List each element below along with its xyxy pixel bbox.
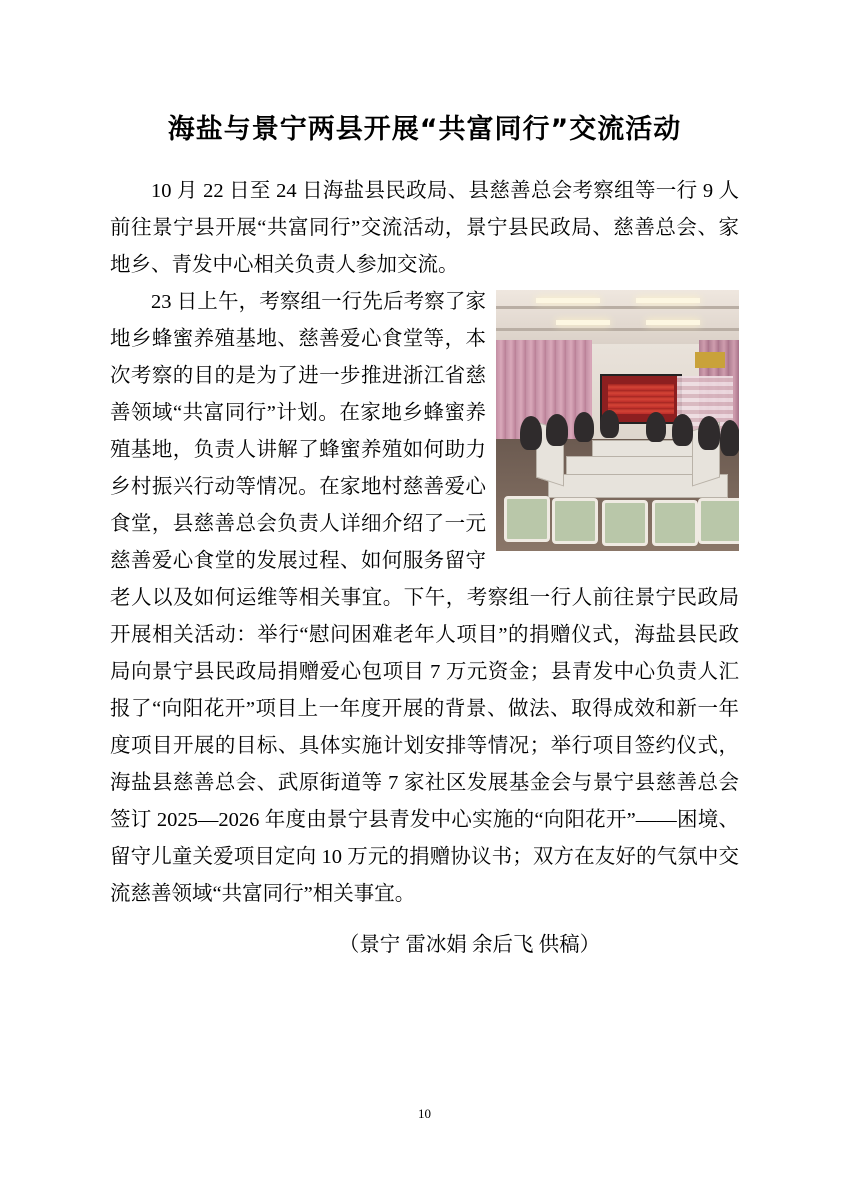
photo-ceiling-line xyxy=(496,328,739,331)
signature-line: （景宁 雷冰娟 余后飞 供稿） xyxy=(338,934,601,957)
photo-ceiling-light xyxy=(646,320,700,325)
photo-attendee xyxy=(698,416,720,450)
page-number: 10 xyxy=(418,1106,431,1121)
photo-ceiling-line xyxy=(496,306,739,309)
page-title: 海盐与景宁两县开展“共富同行”交流活动 xyxy=(167,114,682,145)
photo-attendee xyxy=(720,420,739,456)
photo-ceiling-light xyxy=(556,320,610,325)
photo-chair xyxy=(602,500,648,546)
photo-figure xyxy=(496,290,739,551)
photo-screen-content xyxy=(608,384,674,414)
photo-chair xyxy=(552,498,598,544)
photo-attendee xyxy=(600,410,619,438)
photo-wall-banner xyxy=(695,352,725,368)
meeting-room-photo xyxy=(496,290,739,551)
paragraph-2: 23 日上午，考察组一行先后考察了家地乡蜂蜜养殖基地、慈善爱心食堂等，本次考察的目的是为了进一步推进浙江省慈善领域“共富同行”计划。在家地乡蜂蜜养殖基地，负责人讲解了蜂蜜养殖如何助力乡村振兴行动等情况。在家地村慈善爱心食堂，县慈善总会负责人详细介绍了一元慈善爱心食堂的发展过程、如何服务留守老人以及如何运维等相关事宜。下午，考察组一行人前往景宁民政局开展相关活动：举行“慰问困难老年人项目”的捐赠仪式，海盐县民政局向景宁县民政局捐赠爱心包项目 7 万元资金；县青发中心负责人汇报了“向阳花开”项目上一年度开展的背景、做法、取得成效和新一年度项目开展的目标、具体实施计划安排等情况；举行项目签约仪式，海盐县慈善总会、武原街道等 7 家社区发展基金会与景宁县慈善总会签订 2025—2026 年度由景宁县青发中心实施的“向阳花开”——困境、留守儿童关爱项目定向 10 万元的捐赠协议书；双方在友好的气氛中交流慈善领域“共富同行”相关事宜。 xyxy=(110,291,739,906)
photo-attendee xyxy=(646,412,666,442)
photo-attendee xyxy=(520,416,542,450)
photo-ceiling-light xyxy=(536,298,600,303)
photo-chair xyxy=(652,500,698,546)
photo-attendee xyxy=(546,414,568,446)
paragraph-1: 10 月 22 日至 24 日海盐县民政局、县慈善总会考察组等一行 9 人前往景宁县开展“共富同行”交流活动，景宁县民政局、慈善总会、家地乡、青发中心相关负责人参加交流。 xyxy=(110,180,739,277)
photo-attendee xyxy=(672,414,693,446)
photo-chair xyxy=(504,496,550,542)
photo-chair xyxy=(698,498,739,544)
photo-attendee xyxy=(574,412,594,442)
photo-ceiling-light xyxy=(636,298,700,303)
